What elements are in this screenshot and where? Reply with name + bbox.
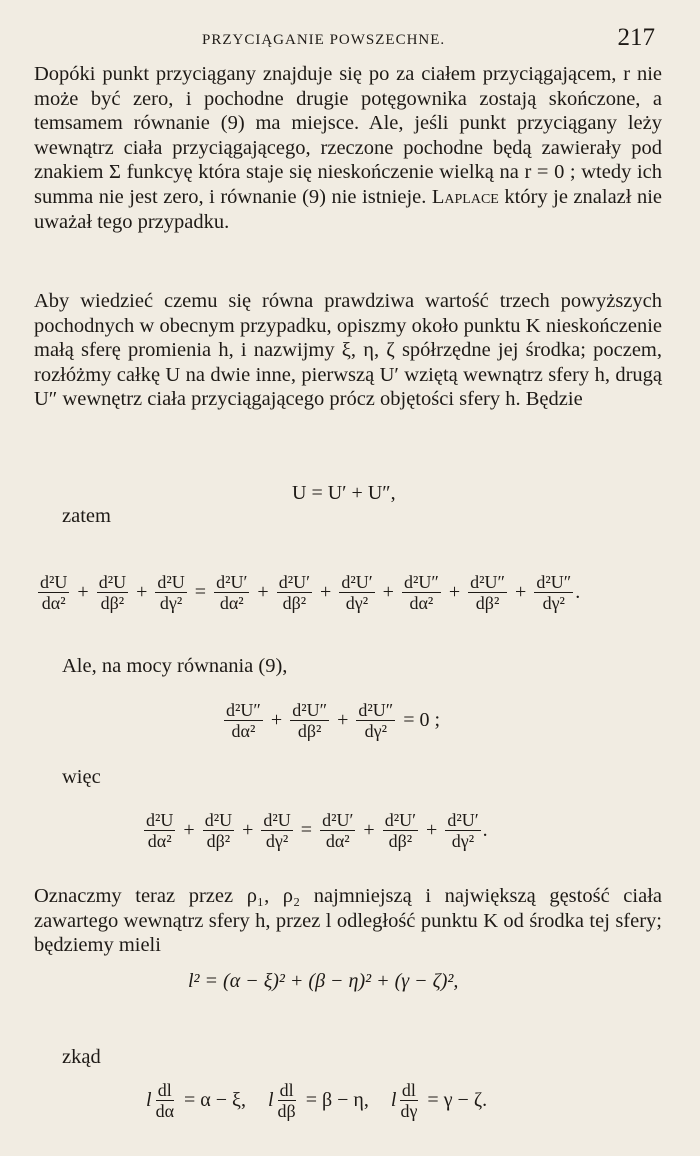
fraction: $\frac{\text{d²U}}{\text{dβ²}}$: [98, 572, 127, 613]
label-wiec: więc: [62, 766, 101, 788]
equation-l-derivatives: l $\frac{dl}{d\alpha}$ = α − ξ, l $\frac{dl}{d\beta}$ = β − η, l $\frac{dl}{d\gamma}$ = γ − ζ.: [146, 1080, 488, 1121]
equation-u-uprime: $\frac{\text{d²U}}{\text{dα²}}$ + $\frac{\text{d²U}}{\text{dβ²}}$ + $\frac{\text{d²U}}{\text{dγ²}}$ = $\frac{\text{d²U′}}{\text{dα²}}$ + $\frac{\text{d²U′}}{\text{dβ²}}$ + $\frac{\text{d²U′}}{\text{dγ²}}$ .: [146, 810, 488, 851]
fraction: $\frac{\text{d²U″}}{\text{dβ²}}$: [292, 700, 328, 741]
running-title: PRZYCIĄGANIE POWSZECHNE.: [202, 32, 446, 48]
fraction: $\frac{dl}{d\alpha}$: [155, 1080, 174, 1121]
paragraph-1-tail: który je znalazł nie uważał tego przypadku.: [34, 185, 662, 233]
fraction: $\frac{\text{d²U′}}{\text{dβ²}}$: [384, 810, 417, 851]
paragraph-1: [34, 62, 662, 234]
fraction: $\frac{\text{d²U″}}{\text{dβ²}}$: [470, 572, 506, 613]
equation-upp-zero: $\frac{\text{d²U″}}{\text{dα²}}$ + $\frac{\text{d²U″}}{\text{dβ²}}$ + $\frac{\text{d²U″}}{\text{dγ²}}$ = 0 ;: [226, 700, 441, 741]
fraction: $\frac{\text{d²U}}{\text{dγ²}}$: [157, 572, 185, 613]
fraction: $\frac{\text{d²U″}}{\text{dα²}}$: [403, 572, 439, 613]
fraction: $\frac{dl}{d\beta}$: [277, 1080, 296, 1121]
fraction: $\frac{\text{d²U′}}{\text{dα²}}$: [216, 572, 248, 613]
paragraph-2: Aby wiedzieć czemu się równa prawdziwa wartość trzech powyższych pochodnych w obecnym przypadku, opiszmy około punktu K nieskończenie małą sferę promienia h, i nazwijmy ξ, η, ζ spółrzędne jej środka; poczem, rozłóżmy całkę U na dwie inne, pierwszą U′ wziętą wewnątrz sfery h, drugą U″ wewnętrz ciała przyciągającego prócz objętości sfery h. Będzie: [34, 290, 662, 411]
equation-laplacian-split: $\frac{\text{d²U}}{\text{dα²}}$ + $\frac{\text{d²U}}{\text{dβ²}}$ + $\frac{\text{d²U}}{\text{dγ²}}$ = $\frac{\text{d²U′}}{\text{dα²}}$ + $\frac{\text{d²U′}}{\text{dβ²}}$ + $\frac{\text{d²U′}}{\text{dγ²}}$ + $\frac{\text{d²U″}}{\text{dα²}}$ + $\frac{\text{d²U″}}{\text{dβ²}}$ + $\frac{\text{d²U″}}{\text{dγ²}}$ .: [40, 572, 581, 613]
fraction: $\frac{\text{d²U}}{\text{dα²}}$: [40, 572, 68, 613]
label-zkad: zkąd: [62, 1046, 101, 1068]
label-ale: Ale, na mocy równania (9),: [62, 655, 288, 677]
fraction: $\frac{\text{d²U}}{\text{dβ²}}$: [204, 810, 233, 851]
fraction: $\frac{\text{d²U′}}{\text{dβ²}}$: [278, 572, 311, 613]
paragraph-3: Oznaczmy teraz przez ρ₁, ρ₂ najmniejszą i największą gęstość ciała zawartego wewnątrz sfery h, przez l odległość punktu K od środka tej sfery; będziemy mieli: [34, 885, 662, 957]
fraction: $\frac{\text{d²U}}{\text{dα²}}$: [146, 810, 174, 851]
label-zatem: zatem: [62, 505, 111, 527]
fraction: $\frac{\text{d²U″}}{\text{dγ²}}$: [358, 700, 394, 741]
fraction: $\frac{\text{d²U″}}{\text{dα²}}$: [226, 700, 261, 741]
fraction: $\frac{\text{d²U′}}{\text{dγ²}}$: [447, 810, 479, 851]
equation-distance: l² = (α − ξ)² + (β − η)² + (γ − ζ)²,: [188, 970, 459, 992]
page-header: [0, 22, 700, 58]
equation-u-split: U = U′ + U″,: [292, 482, 396, 504]
paragraph-1-text: Dopóki punkt przyciągany znajduje się po za ciałem przyciągającem, r nie może być zero, i pochodne drugie potęgownika zostają skończone, a temsamem równanie (9) ma miejsce. Ale, jeśli punkt przyciągany leży wewnątrz ciała przyciągającego, rzeczone pochodne będą zawierały pod znakiem Σ funkcyę która staje się nieskończenie wielką na r = 0 ; wtedy ich summa nie jest zero, i równanie (9) nie istnieje.: [34, 63, 662, 208]
fraction: $\frac{\text{d²U″}}{\text{dγ²}}$: [536, 572, 572, 613]
laplace-name: Laplace: [431, 185, 499, 208]
fraction: $\frac{\text{d²U′}}{\text{dγ²}}$: [341, 572, 373, 613]
fraction: $\frac{dl}{d\gamma}$: [400, 1080, 418, 1121]
fraction: $\frac{\text{d²U}}{\text{dγ²}}$: [263, 810, 291, 851]
fraction: $\frac{\text{d²U′}}{\text{dα²}}$: [322, 810, 354, 851]
page-number: 217: [617, 24, 655, 51]
